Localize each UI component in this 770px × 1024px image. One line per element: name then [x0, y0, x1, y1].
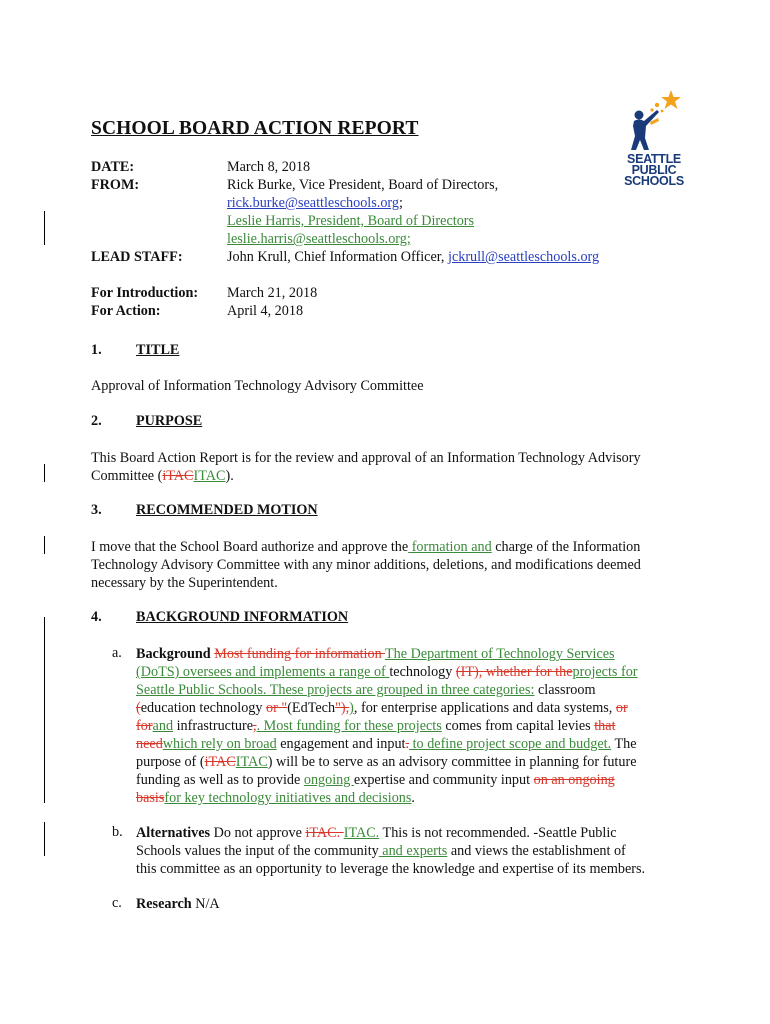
item-c-letter: c. — [112, 895, 122, 911]
date-value: March 8, 2018 — [227, 159, 311, 175]
child-star-icon — [624, 88, 684, 154]
section-2-number: 2. — [91, 413, 102, 429]
from-email-link[interactable]: rick.burke@seattleschools.org — [227, 195, 399, 211]
change-bar — [44, 536, 45, 554]
logo-line-seattle: SEATTLE — [627, 152, 681, 166]
section-1-title: TITLE — [136, 342, 180, 358]
item-a-letter: a. — [112, 645, 122, 661]
date-label: DATE: — [91, 159, 135, 175]
from-value: Rick Burke, Vice President, Board of Directors, — [227, 177, 499, 193]
action-value: April 4, 2018 — [227, 303, 304, 319]
section-2-body: This Board Action Report is for the review and approval of an Information Technology Advisory Committee (iTACITAC). — [91, 450, 641, 484]
from-email-line-2: leslie.harris@seattleschools.org; — [227, 231, 411, 247]
from-label: FROM: — [91, 177, 140, 193]
page-title: SCHOOL BOARD ACTION REPORT — [91, 118, 419, 139]
change-bar — [44, 464, 45, 482]
section-3-number: 3. — [91, 502, 102, 518]
lead-staff-label: LEAD STAFF: — [91, 249, 183, 265]
item-a-background: Background Most funding for information The Department of Technology Services (DoTS) oversees and implements a range of technology (IT), whether for theprojects for Seattle Public Schools. These projects are grouped in three categories: classroom (education technology or "(EdTech"),), for enterprise applications and data systems, or forand infrastructure,. Most funding for these projects comes from capital levies that needwhich rely on broad engagement and input. to define project scope and budget. The purpose of (iTACITAC) will be to serve as an advisory committee in planning for future funding as well as to provide ongoing expertise and community input on an ongoing basisfor key technology initiatives and decisions. — [136, 646, 638, 806]
item-b-alternatives: Alternatives Do not approve iTAC. ITAC. This is not recommended. -Seattle Public Schools values the input of the community and experts and views the establishment of this committee as an opportunity to leverage the knowledge and expertise of its members. — [136, 825, 646, 877]
change-bar — [44, 617, 45, 803]
action-label: For Action: — [91, 303, 161, 319]
section-1-number: 1. — [91, 342, 102, 358]
lead-staff-value: John Krull, Chief Information Officer, jckrull@seattleschools.org — [227, 249, 600, 265]
change-bar — [44, 211, 45, 245]
lead-email-link[interactable]: jckrull@seattleschools.org — [448, 249, 600, 265]
item-c-research: Research N/A — [136, 896, 220, 912]
seattle-public-schools-logo — [624, 88, 684, 198]
change-bar — [44, 822, 45, 856]
section-4-number: 4. — [91, 609, 102, 625]
intro-value: March 21, 2018 — [227, 285, 318, 301]
intro-label: For Introduction: — [91, 285, 199, 301]
item-b-letter: b. — [112, 824, 123, 840]
section-4-title: BACKGROUND INFORMATION — [136, 609, 349, 625]
from-email-line: rick.burke@seattleschools.org; — [227, 195, 403, 211]
section-3-title: RECOMMENDED MOTION — [136, 502, 318, 518]
from-name-2: Leslie Harris, President, Board of Directors — [227, 213, 475, 229]
section-1-body: Approval of Information Technology Advisory Committee — [91, 378, 424, 394]
from-email-link-2[interactable]: leslie.harris@seattleschools.org — [227, 231, 407, 247]
logo-line-public: PUBLIC — [631, 163, 677, 177]
section-2-title: PURPOSE — [136, 413, 203, 429]
section-3-body: I move that the School Board authorize and approve the formation and charge of the Information Technology Advisory Committee with any minor additions, deletions, and modifications deemed necessary by the Superintendent. — [91, 539, 641, 591]
logo-line-schools: SCHOOLS — [624, 174, 684, 188]
